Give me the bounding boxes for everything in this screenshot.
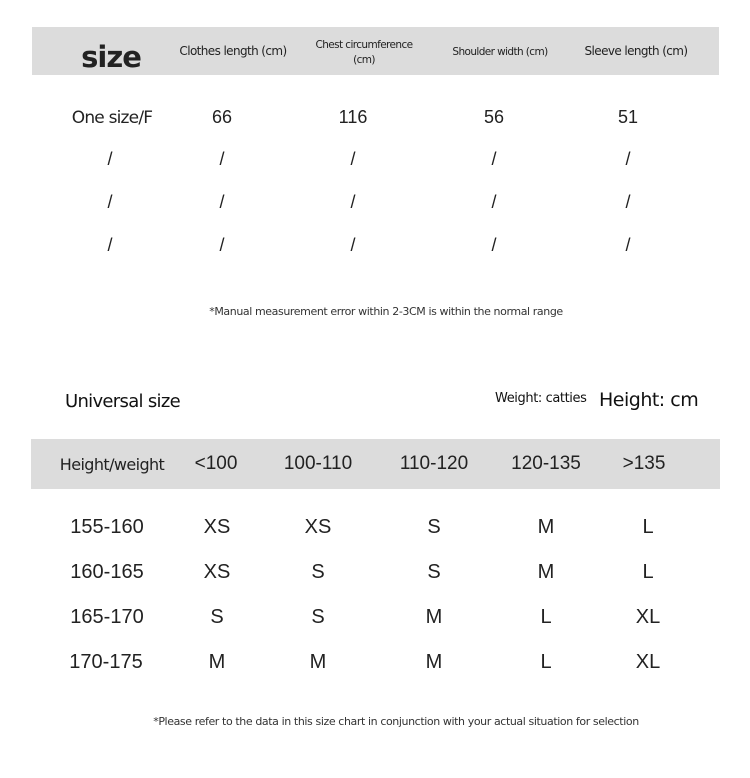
size-cell: 116 <box>338 107 368 127</box>
height-range-label: 165-170 <box>70 606 144 628</box>
measurement-note: *Manual measurement error within 2-3CM is within the normal range <box>209 305 563 318</box>
size-cell: / <box>219 235 225 255</box>
size-cell: / <box>625 192 631 212</box>
size-recommendation: S <box>311 606 325 628</box>
height-weight-header-label: Height/weight <box>59 455 165 474</box>
size-recommendation: S <box>427 516 441 538</box>
weight-column-header: 120-135 <box>511 453 581 474</box>
size-cell: / <box>491 235 497 255</box>
column-header-sleeve-length: Sleeve length (cm) <box>584 44 688 58</box>
size-row-label: One size/F <box>71 108 153 128</box>
size-recommendation: S <box>210 606 224 628</box>
size-cell: / <box>350 149 356 169</box>
height-range-label: 155-160 <box>70 516 144 538</box>
size-cell: / <box>625 149 631 169</box>
universal-size-title: Universal size <box>65 391 180 412</box>
size-recommendation: M <box>537 561 555 583</box>
weight-unit-label: Weight: catties <box>495 391 587 406</box>
size-recommendation: M <box>425 606 443 628</box>
size-cell: / <box>219 149 225 169</box>
weight-column-header: <100 <box>194 453 238 474</box>
size-cell: 56 <box>483 107 505 127</box>
size-recommendation: M <box>309 651 327 673</box>
size-table-title: size <box>81 40 141 74</box>
size-cell: / <box>625 235 631 255</box>
size-cell: / <box>491 192 497 212</box>
height-unit-label: Height: cm <box>599 389 699 411</box>
size-recommendation: XL <box>635 651 661 673</box>
selection-note: *Please refer to the data in this size chart in conjunction with your actual situation for selection <box>153 715 639 728</box>
size-recommendation: L <box>642 561 654 583</box>
column-header-shoulder-width: Shoulder width (cm) <box>452 46 548 58</box>
weight-column-header: 110-120 <box>399 453 469 474</box>
weight-column-header: 100-110 <box>283 453 353 474</box>
size-recommendation: XS <box>304 516 332 538</box>
size-recommendation: L <box>642 516 654 538</box>
size-recommendation: M <box>425 651 443 673</box>
size-recommendation: M <box>208 651 226 673</box>
size-row-label: / <box>107 235 113 255</box>
size-recommendation: XS <box>203 561 231 583</box>
size-row-label: / <box>107 192 113 212</box>
height-range-label: 160-165 <box>70 561 144 583</box>
size-recommendation: L <box>540 606 552 628</box>
column-header-clothes-length: Clothes length (cm) <box>179 44 287 58</box>
size-recommendation: S <box>311 561 325 583</box>
weight-column-header: >135 <box>622 453 666 474</box>
height-range-label: 170-175 <box>69 651 143 673</box>
size-cell: 66 <box>211 107 233 127</box>
size-recommendation: M <box>537 516 555 538</box>
size-recommendation: L <box>540 651 552 673</box>
column-header-chest-circumference: Chest circumference (cm) <box>315 39 413 66</box>
size-cell: 51 <box>617 107 639 127</box>
size-cell: / <box>219 192 225 212</box>
size-recommendation: XS <box>203 516 231 538</box>
size-cell: / <box>350 235 356 255</box>
size-cell: / <box>491 149 497 169</box>
size-recommendation: XL <box>635 606 661 628</box>
size-row-label: / <box>107 149 113 169</box>
size-recommendation: S <box>427 561 441 583</box>
size-cell: / <box>350 192 356 212</box>
